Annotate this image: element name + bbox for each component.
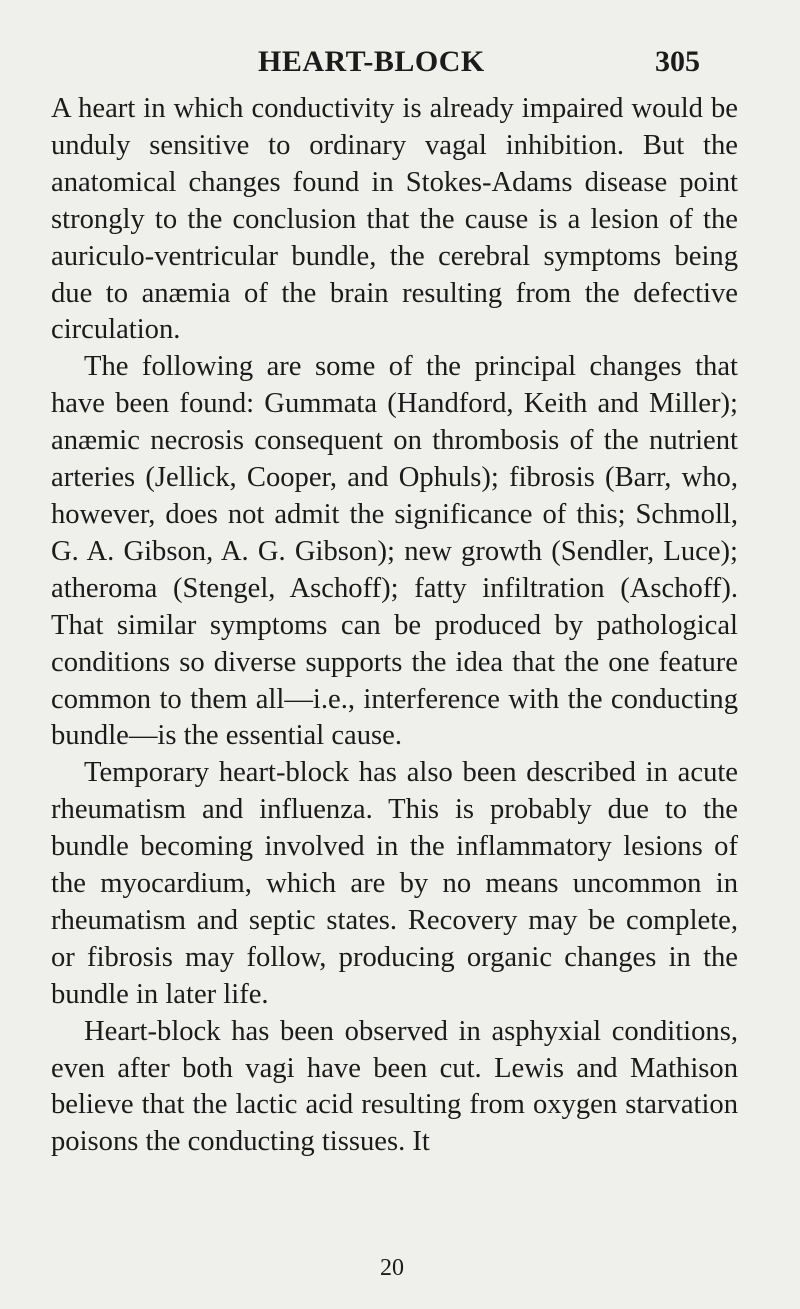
paragraph-3: Temporary heart-block has also been described in acute rheumatism and influenza. This is probably due to the bundle becoming involved in the inflammatory lesions of the myocardium, which are by no means uncommon in rheumatism and septic states. Recovery may be complete, or fibrosis may follow, producing organic changes in the bundle in later life.	[51, 757, 738, 1010]
paragraph-2: The following are some of the principal changes that have been found: Gummata (Handford, Keith and Miller); anæmic necrosis consequent on thrombosis of the nutrient arteries (Jellick, Cooper, and Ophuls); fibrosis (Barr, who, however, does not admit the significance of this; Schmoll, G. A. Gibson, A. G. Gibson); new growth (Sendler, Luce); atheroma (Stengel, Aschoff); fatty infiltration (Aschoff). That similar symptoms can be produced by pathological conditions so diverse supports the idea that the one feature common to them all—i.e., interference with the conducting bundle—is the essential cause.	[51, 351, 738, 752]
body-text	[51, 91, 738, 1161]
signature-mark: 20	[380, 1255, 404, 1281]
page-number: 305	[655, 45, 700, 78]
running-head	[0, 42, 800, 82]
paragraph-4: Heart-block has been observed in asphyxial conditions, even after both vagi have been cut. Lewis and Mathison believe that the lactic acid resulting from oxygen starvation poisons the conducting tissues. It	[51, 1015, 738, 1158]
running-title: HEART-BLOCK	[258, 45, 485, 78]
paragraph-1: A heart in which conductivity is already impaired would be unduly sensitive to ordinary vagal inhibition. But the anatomical changes found in Stokes-Adams disease point strongly to the conclusion that the cause is a lesion of the auriculo-ventricular bundle, the cerebral symptoms being due to anæmia of the brain resulting from the defective circulation.	[51, 93, 738, 346]
